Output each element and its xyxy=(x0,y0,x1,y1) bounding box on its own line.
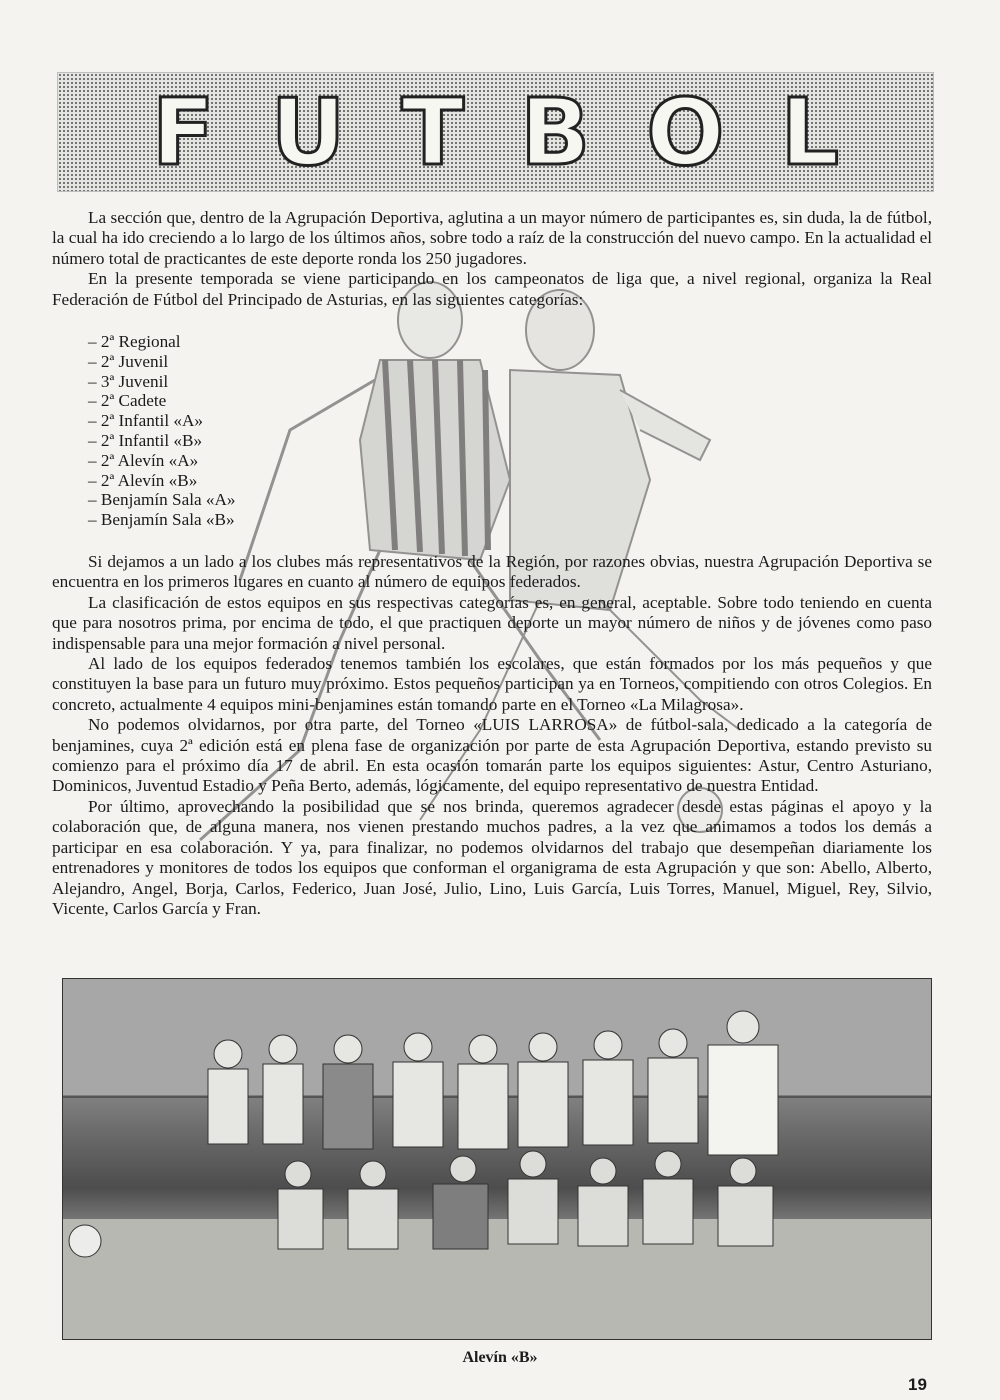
article-paragraph: Por último, aprovechando la posibilidad que se nos brinda, queremos agradecer desde estas páginas el apoyo y la colaboración que, de alguna manera, nos vienen prestando muchos padres, a la vez que animamos a todos los demás a participar en esa colaboración. Y ya, para finalizar, no podemos olvidarnos del trabajo que desempeñan diariamente los entrenadores y monitores de todos los equipos que conforman el organigrama de esta Agrupación y que son: Abello, Alberto, Alejandro, Angel, Borja, Carlos, Federico, Juan José, Julio, Lino, Luis García, Luis Torres, Manuel, Miguel, Rey, Silvio, Vicente, Carlos García y Fran. xyxy=(52,796,932,918)
category-item: – 2ª Cadete xyxy=(88,391,932,411)
article-paragraph: No podemos olvidarnos, por otra parte, del Torneo «LUIS LARROSA» de fútbol-sala, dedicado a la categoría de benjamines, cuya 2ª edición está en plena fase de organización por parte de esta Agrupación Deportiva, estando previsto su comienzo para el próximo día 17 de abril. En esta ocasión tomarán parte los equipos siguientes: Astur, Centro Asturiano, Dominicos, Juventud Estadio y Peña Berto, además, lógicamente, del equipo representativo de nuestra Entidad. xyxy=(52,715,932,796)
team-photo-figures xyxy=(63,979,931,1339)
photo-ground xyxy=(63,1219,931,1339)
category-item: – Benjamín Sala «A» xyxy=(88,490,932,510)
page-number: 19 xyxy=(908,1375,927,1394)
article-paragraph: La sección que, dentro de la Agrupación Deportiva, aglutina a un mayor número de participantes es, sin duda, la de fútbol, la cual ha ido creciendo a lo largo de los últimos años, sobre todo a raíz de la construcción del nuevo campo. En la actualidad el número total de practicantes de este deporte ronda los 250 jugadores. xyxy=(52,208,932,268)
page-title: FUTBOL xyxy=(151,79,896,186)
category-item: – 3ª Juvenil xyxy=(88,372,932,392)
category-item: – Benjamín Sala «B» xyxy=(88,510,932,530)
category-item: – 2ª Alevín «B» xyxy=(88,471,932,491)
article-paragraph: Al lado de los equipos federados tenemos también los escolares, que están formados por los más pequeños y que constituyen la base para un futuro muy próximo. Estos pequeños participan ya en Torneos, compitiendo con otros Colegios. En concreto, actualmente 4 equipos mini-benjamines están tomando parte en el Torneo «La Milagrosa». xyxy=(52,654,932,714)
title-banner xyxy=(57,72,934,192)
soccer-ball xyxy=(69,1225,101,1257)
article-paragraph: Si dejamos a un lado a los clubes más representativos de la Región, por razones obvias, nuestra Agrupación Deportiva se encuentra en los primeros lugares en cuanto al número de equipos federados. xyxy=(52,552,932,592)
article-body xyxy=(52,208,932,919)
article-paragraph: La clasificación de estos equipos en sus respectivas categorías es, en general, aceptable. Sobre todo teniendo en cuenta que para nosotros prima, por encima de todo, el que practiquen deporte un mayor número de niños y de jóvenes como paso indispensable para una mejor formación a nivel personal. xyxy=(52,592,932,653)
article-paragraph: En la presente temporada se viene participando en los campeonatos de liga que, a nivel regional, organiza la Real Federación de Fútbol del Principado de Asturias, en las siguientes categorías: xyxy=(52,269,932,309)
team-photo xyxy=(62,978,932,1340)
category-item: – 2ª Alevín «A» xyxy=(88,451,932,471)
category-item: – 2ª Infantil «B» xyxy=(88,431,932,451)
photo-caption: Alevín «B» xyxy=(462,1349,538,1366)
category-item: – 2ª Infantil «A» xyxy=(88,411,932,431)
category-item: – 2ª Juvenil xyxy=(88,352,932,372)
category-list xyxy=(88,332,932,530)
category-item: – 2ª Regional xyxy=(88,332,932,352)
